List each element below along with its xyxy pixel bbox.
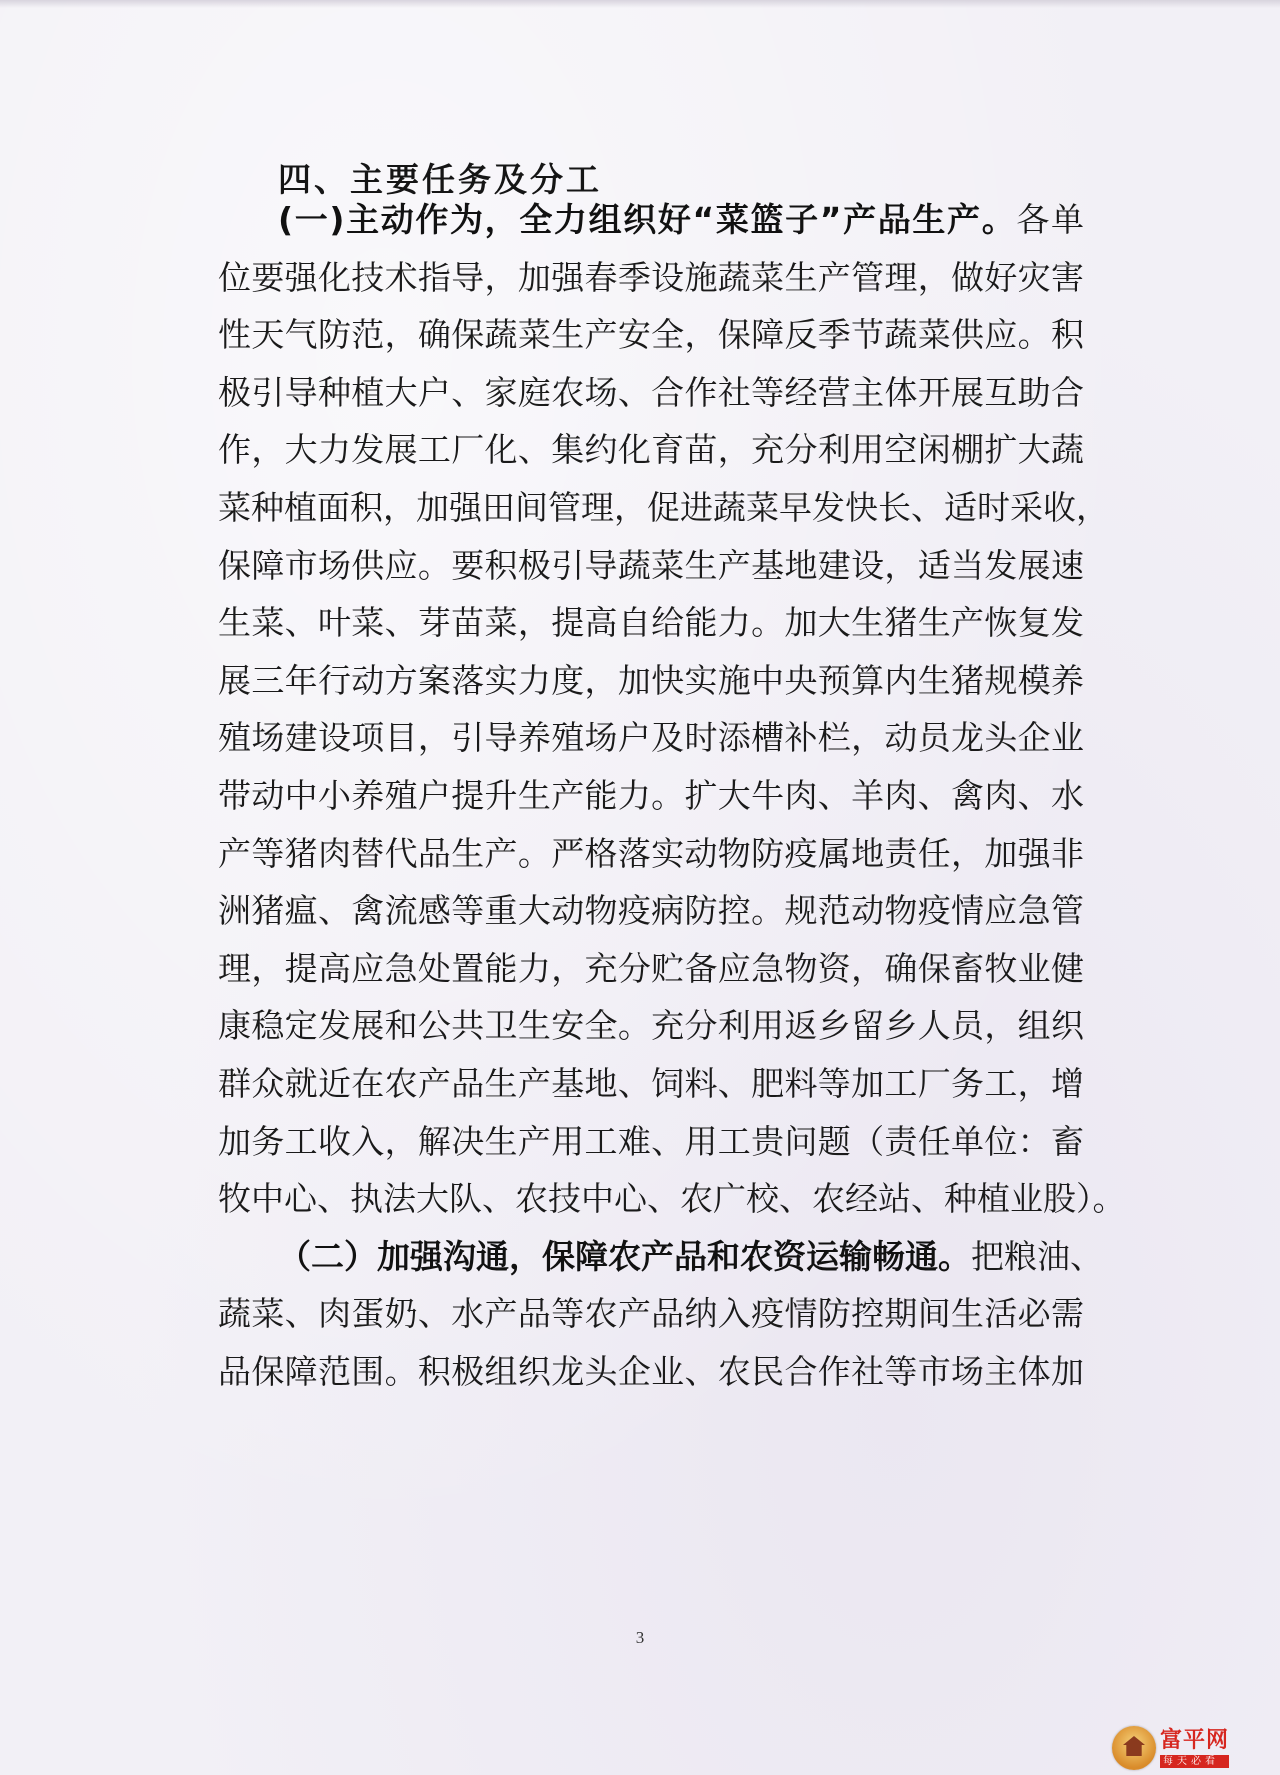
watermark-subtitle: 每天必看: [1160, 1755, 1229, 1768]
line-text: 群众就近在农产品生产基地、饲料、肥料等加工厂务工，增: [218, 1064, 1084, 1103]
section-heading: 四、主要任务及分工: [278, 160, 602, 199]
line-text: 洲猪瘟、禽流感等重大动物疫病防控。规范动物疫情应急管: [218, 891, 1084, 930]
line-text: 加务工收入，解决生产用工难、用工贵问题（责任单位：畜: [218, 1122, 1084, 1161]
text-line: [218, 891, 1084, 931]
page-number: 3: [635, 1628, 645, 1647]
line-text: 康稳定发展和公共卫生安全。充分利用返乡留乡人员，组织: [218, 1006, 1084, 1045]
text-line: [218, 661, 1084, 701]
text-line: [278, 200, 1084, 240]
line-text: 作，大力发展工厂化、集约化育苗，充分利用空闲棚扩大蔬: [218, 430, 1084, 469]
watermark-text: [1160, 1729, 1229, 1768]
text-line: [218, 1294, 1084, 1334]
text-line: [218, 488, 1109, 528]
line-text: 菜种植面积，加强田间管理，促进蔬菜早发快长、适时采收，: [218, 488, 1109, 527]
text-line: [218, 776, 1084, 816]
text-line: [218, 718, 1084, 758]
watermark-logo-icon: [1112, 1726, 1156, 1770]
line-text: 生菜、叶菜、芽苗菜，提高自给能力。加大生猪生产恢复发: [218, 603, 1084, 642]
line-text: 蔬菜、肉蛋奶、水产品等农产品纳入疫情防控期间生活必需: [218, 1294, 1084, 1333]
text-line: [278, 1237, 1103, 1277]
text-line: [218, 1179, 1126, 1219]
bold-lead-in: （二）加强沟通，保障农产品和农资运输畅通。: [278, 1237, 971, 1276]
text-line: [218, 430, 1084, 470]
line-text: 品保障范围。积极组织龙头企业、农民合作社等市场主体加: [218, 1352, 1084, 1391]
scan-top-edge: [0, 0, 1280, 8]
text-line: [218, 1064, 1084, 1104]
line-text: 理，提高应急处置能力，充分贮备应急物资，确保畜牧业健: [218, 949, 1084, 988]
line-text: 极引导种植大户、家庭农场、合作社等经营主体开展互助合: [218, 373, 1084, 412]
text-line: [218, 373, 1084, 413]
line-text: 保障市场供应。要积极引导蔬菜生产基地建设，适当发展速: [218, 546, 1084, 585]
bold-lead-in: (一)主动作为，全力组织好“菜篮子”产品生产。: [278, 200, 1017, 239]
line-text: 殖场建设项目，引导养殖场户及时添槽补栏，动员龙头企业: [218, 718, 1084, 757]
line-text: 各单: [1016, 200, 1085, 239]
line-text: 把粮油、: [971, 1237, 1103, 1276]
text-line: [218, 258, 1084, 298]
site-watermark[interactable]: [1112, 1725, 1276, 1771]
line-text: 牧中心、执法大队、农技中心、农广校、农经站、种植业股）。: [218, 1179, 1126, 1218]
text-line: [218, 949, 1084, 989]
text-line: [218, 834, 1084, 874]
watermark-title: 富平网: [1160, 1727, 1230, 1753]
line-text: 位要强化技术指导，加强春季设施蔬菜生产管理，做好灾害: [218, 258, 1084, 297]
text-line: [218, 1006, 1084, 1046]
text-line: [218, 1122, 1084, 1162]
line-text: 展三年行动方案落实力度，加快实施中央预算内生猪规模养: [218, 661, 1084, 700]
text-line: [218, 1352, 1084, 1392]
text-line: [218, 546, 1084, 586]
text-line: [218, 315, 1084, 355]
line-text: 带动中小养殖户提升生产能力。扩大牛肉、羊肉、禽肉、水: [218, 776, 1084, 815]
line-text: 性天气防范，确保蔬菜生产安全，保障反季节蔬菜供应。积: [218, 315, 1084, 354]
line-text: 产等猪肉替代品生产。严格落实动物防疫属地责任，加强非: [218, 834, 1084, 873]
text-line: [218, 603, 1084, 643]
